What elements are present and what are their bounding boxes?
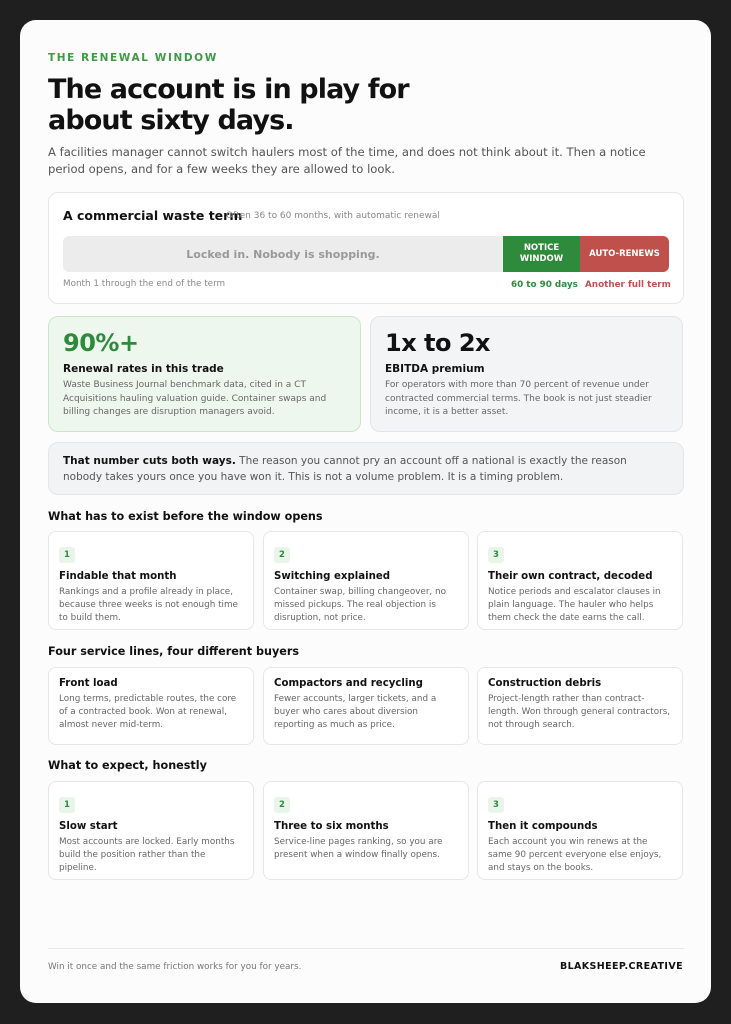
step-number: 1 bbox=[59, 547, 75, 563]
tile-title: Findable that month bbox=[59, 571, 177, 582]
footer-divider bbox=[48, 948, 684, 949]
section-heading-prerequisites: What has to exist before the window opens bbox=[48, 510, 323, 523]
page-card bbox=[20, 20, 711, 1003]
tile-title: Then it compounds bbox=[488, 821, 598, 832]
service-line-tile bbox=[263, 667, 469, 745]
step-number: 3 bbox=[488, 797, 504, 813]
tile-title: Switching explained bbox=[274, 571, 391, 582]
service-line-tile bbox=[48, 667, 254, 745]
tile-body: Most accounts are locked. Early months build the position rather than the pipeline. bbox=[59, 837, 235, 873]
notice-window-segment: NOTICE WINDOW bbox=[503, 236, 580, 272]
stat-title: EBITDA premium bbox=[385, 363, 485, 375]
expectation-tile bbox=[477, 781, 683, 880]
tile-title: Their own contract, decoded bbox=[488, 571, 653, 582]
tile-title: Construction debris bbox=[488, 678, 602, 689]
stat-card-renewal bbox=[48, 316, 361, 432]
stat-value: 90%+ bbox=[63, 329, 139, 357]
notice-caption: 60 to 90 days bbox=[511, 280, 578, 290]
callout-box bbox=[48, 442, 684, 495]
footer-tagline: Win it once and the same friction works for you for years. bbox=[48, 962, 302, 972]
prerequisite-tile bbox=[263, 531, 469, 630]
section-heading-service-lines: Four service lines, four different buyers bbox=[48, 645, 300, 658]
term-timeline-bar bbox=[63, 236, 669, 272]
stat-body: For operators with more than 70 percent of revenue under contracted commercial terms. The book is not just steadier income, it is a better asset. bbox=[385, 380, 652, 417]
tile-body: Project-length rather than contract-length. Won through general contractors, not through search. bbox=[488, 694, 671, 730]
step-number: 2 bbox=[274, 797, 290, 813]
tile-body: Container swap, billing changeover, no missed pickups. The real objection is disruption, not price. bbox=[274, 587, 446, 623]
tile-body: Long terms, predictable routes, the core of a contracted book. Won at renewal, almost never mid-term. bbox=[59, 694, 237, 730]
eyebrow: THE RENEWAL WINDOW bbox=[48, 52, 218, 64]
callout-text: The reason you cannot pry an account off a national is exactly the reason nobody takes yours once you have won it. This is not a volume problem. It is a timing problem. bbox=[63, 455, 627, 483]
tile-body: Each account you win renews at the same 90 percent everyone else enjoys, and stays on the books. bbox=[488, 837, 662, 873]
locked-segment: Locked in. Nobody is shopping. bbox=[63, 236, 503, 272]
stat-title: Renewal rates in this trade bbox=[63, 363, 224, 375]
page-title: The account is in play for about sixty days. bbox=[48, 74, 409, 136]
term-title: A commercial waste term bbox=[63, 208, 243, 223]
term-foot-caption: Month 1 through the end of the term bbox=[63, 279, 226, 289]
expectation-tile bbox=[263, 781, 469, 880]
term-subtitle: Often 36 to 60 months, with automatic renewal bbox=[226, 211, 440, 221]
prerequisite-tile bbox=[48, 531, 254, 630]
section-heading-expectations: What to expect, honestly bbox=[48, 759, 207, 772]
auto-renews-segment: AUTO-RENEWS bbox=[580, 236, 669, 272]
step-number: 2 bbox=[274, 547, 290, 563]
step-number: 3 bbox=[488, 547, 504, 563]
stat-body: Waste Business Journal benchmark data, cited in a CT Acquisitions hauling valuation guide. Container swaps and billing changes are disruption managers avoid. bbox=[63, 380, 327, 417]
service-line-tile bbox=[477, 667, 683, 745]
tile-title: Slow start bbox=[59, 821, 118, 832]
tile-body: Fewer accounts, larger tickets, and a buyer who cares about diversion reporting as much as price. bbox=[274, 694, 437, 730]
callout-lead: That number cuts both ways. bbox=[63, 455, 236, 467]
expectation-tile bbox=[48, 781, 254, 880]
stat-value: 1x to 2x bbox=[385, 329, 491, 357]
tile-title: Compactors and recycling bbox=[274, 678, 423, 689]
tile-title: Three to six months bbox=[274, 821, 389, 832]
stat-card-ebitda bbox=[370, 316, 683, 432]
tile-body: Notice periods and escalator clauses in plain language. The hauler who helps them check the date earns the call. bbox=[488, 587, 661, 623]
term-timeline-panel bbox=[48, 192, 684, 304]
auto-renew-caption: Another full term bbox=[585, 280, 671, 290]
tile-title: Front load bbox=[59, 678, 118, 689]
tile-body: Rankings and a profile already in place, because three weeks is not enough time to build them. bbox=[59, 587, 238, 623]
intro-text: A facilities manager cannot switch haulers most of the time, and does not think about it. Then a notice period opens, and for a few weeks they are allowed to look. bbox=[48, 145, 646, 176]
step-number: 1 bbox=[59, 797, 75, 813]
tile-body: Service-line pages ranking, so you are present when a window finally opens. bbox=[274, 837, 443, 860]
brand-wordmark: BLAKSHEEP.CREATIVE bbox=[559, 961, 683, 972]
prerequisite-tile bbox=[477, 531, 683, 630]
